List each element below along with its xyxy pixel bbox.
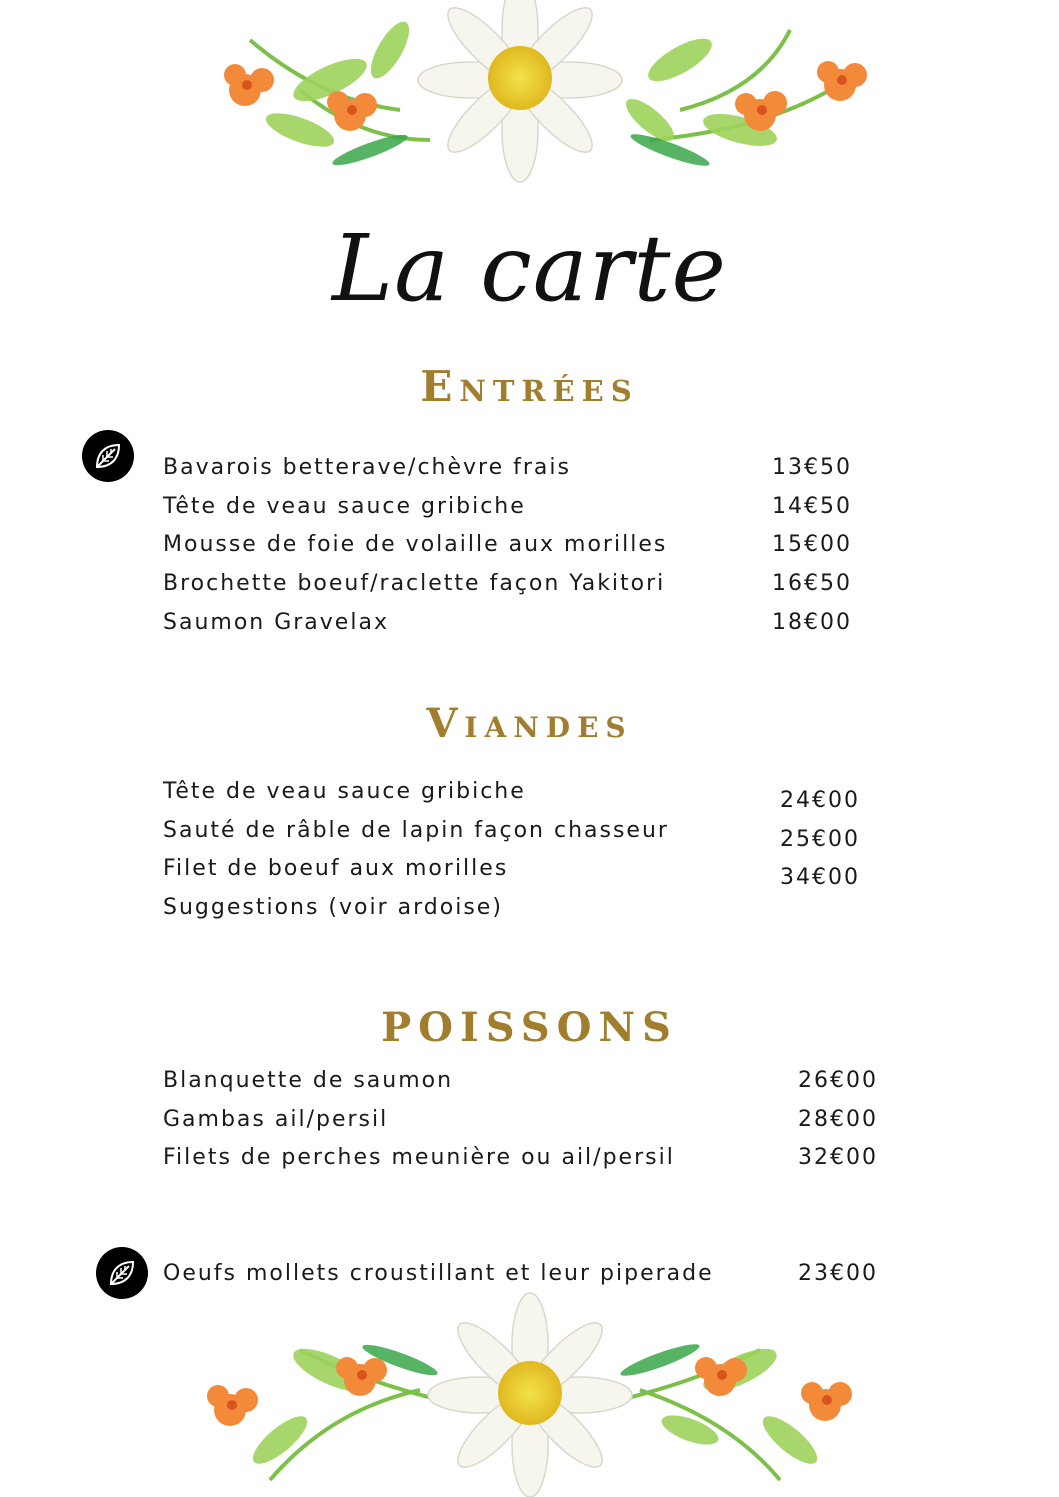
menu-item-price: 18€00: [772, 610, 852, 635]
menu-item-name: Blanquette de saumon: [163, 1068, 454, 1093]
menu-item-name: Oeufs mollets croustillant et leur piperade: [163, 1261, 714, 1286]
menu-item-price: 15€00: [772, 532, 852, 557]
menu-item-name: Bavarois betterave/chèvre frais: [163, 455, 571, 480]
menu-item-name: Suggestions (voir ardoise): [163, 895, 503, 920]
section-title-poissons: POISSONS: [381, 1004, 678, 1051]
leaf-icon: [105, 1256, 139, 1290]
leaf-icon: [91, 439, 125, 473]
menu-item-name: Filets de perches meunière ou ail/persil: [163, 1145, 675, 1170]
menu-item-price: 25€00: [780, 827, 860, 852]
section-title-viandes: Viandes: [426, 700, 633, 747]
menu-item-price: 23€00: [798, 1261, 878, 1286]
menu-item-price: 16€50: [772, 571, 852, 596]
menu-item-name: Brochette boeuf/raclette façon Yakitori: [163, 571, 666, 596]
leaf-badge: [82, 430, 134, 482]
menu-item-name: Mousse de foie de volaille aux morilles: [163, 532, 668, 557]
menu-item-name: Gambas ail/persil: [163, 1107, 389, 1132]
page-title: La carte: [332, 215, 727, 322]
menu-item-name: Filet de boeuf aux morilles: [163, 856, 509, 881]
menu-item-name: Tête de veau sauce gribiche: [163, 494, 526, 519]
menu-item-price: 13€50: [772, 455, 852, 480]
floral-decoration-top: [0, 0, 1059, 200]
menu-item-name: Sauté de râble de lapin façon chasseur: [163, 818, 669, 843]
menu-item-name: Saumon Gravelax: [163, 610, 389, 635]
menu-item-price: 34€00: [780, 865, 860, 890]
menu-item-price: 14€50: [772, 494, 852, 519]
section-title-entrees: Entrées: [420, 362, 639, 411]
menu-item-price: 24€00: [780, 788, 860, 813]
menu-item-name: Tête de veau sauce gribiche: [163, 779, 526, 804]
menu-item-price: 28€00: [798, 1107, 878, 1132]
menu-item-price: 26€00: [798, 1068, 878, 1093]
floral-decoration-bottom: [0, 1290, 1059, 1497]
menu-item-price: 32€00: [798, 1145, 878, 1170]
